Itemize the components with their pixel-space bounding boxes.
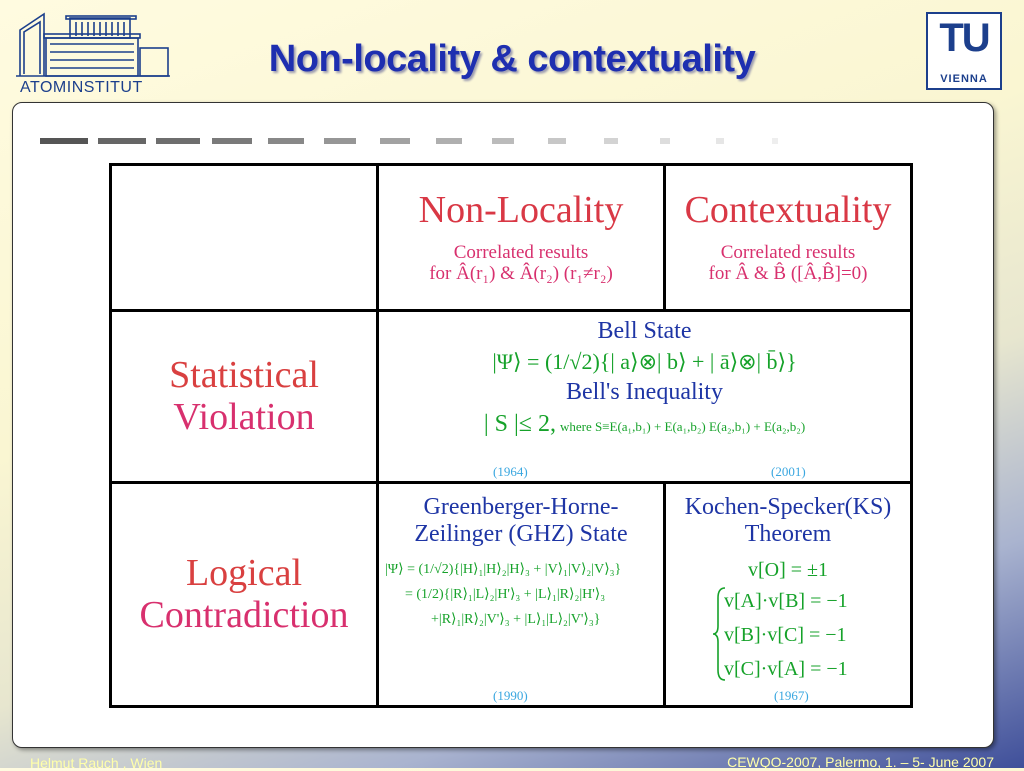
- dash: [772, 138, 778, 144]
- bell-state-title: Bell State: [597, 317, 692, 344]
- dash: [716, 138, 724, 144]
- dash: [324, 138, 356, 144]
- ghz-equation-3: +|R⟩₁|R⟩₂|V'⟩₃ + |L⟩₁|L⟩₂|V'⟩₃}: [431, 611, 601, 627]
- bell-year-right: (2001): [771, 463, 806, 479]
- dash: [156, 138, 200, 144]
- tu-vienna-logo: [926, 12, 1002, 90]
- empty-corner-cell: [111, 165, 378, 311]
- nonlocality-sub1: Correlated results: [453, 241, 589, 263]
- ghz-title-line2: Zeilinger (GHZ) State: [414, 521, 628, 548]
- bell-inequality-equation: | S |≤ 2,: [483, 410, 556, 437]
- footer-conference: CEWQO-2007, Palermo, 1. – 5- June 2007: [727, 754, 994, 770]
- bell-inequality-where: where S≡E(a₁,b₁) + E(a₁,b₂) E(a₂,b₁) + E(a₂,b₂): [559, 418, 806, 434]
- ghz-year: (1990): [493, 687, 528, 703]
- nonlocality-title: Non-Locality: [418, 188, 624, 231]
- dash: [436, 138, 462, 144]
- ks-equation-1: v[A]·v[B] = −1: [724, 589, 848, 612]
- nonlocality-sub2: for Â(r₁) & Â(r₂) (r₁≠r₂): [429, 263, 613, 285]
- logo-tu-text: TU: [939, 16, 989, 60]
- ghz-equation-2: = (1/2){|R⟩₁|L⟩₂|H'⟩₃ + |L⟩₁|R⟩₂|H'⟩₃: [405, 586, 606, 602]
- ks-title-line2: Theorem: [744, 521, 832, 548]
- dash: [492, 138, 514, 144]
- contextuality-sub2: for Â & B̂ ([Â,B̂]=0): [708, 263, 868, 285]
- dash: [548, 138, 566, 144]
- bell-year-left: (1964): [493, 463, 528, 479]
- ks-equation-3: v[C]·v[A] = −1: [724, 657, 848, 680]
- slide-title: Non-locality & contextuality: [268, 38, 756, 80]
- ks-system: [666, 584, 910, 686]
- bell-inequality-title: Bell's Inequality: [566, 379, 723, 406]
- contradiction-label: Contradiction: [139, 593, 349, 636]
- logical-label: Logical: [185, 551, 303, 594]
- ks-cell: [665, 483, 912, 707]
- statistical-violation-row: [111, 311, 912, 483]
- bell-inequality-line: [379, 411, 910, 438]
- dash: [268, 138, 304, 144]
- ks-equation-2: v[B]·v[C] = −1: [724, 623, 847, 646]
- contextuality-title: Contextuality: [684, 188, 892, 231]
- logical-contradiction-label-cell: [111, 483, 378, 707]
- ks-title-line1: Kochen-Specker(KS): [684, 493, 892, 520]
- ks-year: (1967): [774, 687, 809, 703]
- footer-author: Helmut Rauch , Wien: [30, 755, 163, 771]
- ghz-cell: [378, 483, 665, 707]
- ks-equation-0: v[O] = ±1: [747, 558, 829, 581]
- logical-contradiction-row: [111, 483, 912, 707]
- logo-left-text: ATOMINSTITUT: [20, 79, 143, 96]
- contextuality-header-cell: [665, 165, 912, 311]
- decorative-dash-row: [40, 138, 800, 144]
- dash: [40, 138, 88, 144]
- dash: [660, 138, 670, 144]
- dash: [98, 138, 146, 144]
- logo-vienna-text: VIENNA: [940, 73, 988, 85]
- comparison-table: [109, 163, 913, 708]
- ghz-title-line1: Greenberger-Horne-: [423, 493, 619, 520]
- dash: [380, 138, 410, 144]
- dash: [212, 138, 252, 144]
- ghz-equation-1: |Ψ⟩ = (1/√2){|H⟩₁|H⟩₂|H⟩₃ + |V⟩₁|V⟩₂|V⟩₃}: [385, 561, 622, 577]
- bell-state-equation: |Ψ⟩ = (1/√2){| a⟩⊗| b⟩ + | ā⟩⊗| b̄⟩}: [492, 349, 797, 375]
- left-brace-icon: [712, 586, 728, 682]
- violation-label: Violation: [173, 395, 315, 438]
- table-header-row: [111, 165, 912, 311]
- contextuality-sub1: Correlated results: [720, 241, 856, 263]
- nonlocality-header-cell: [378, 165, 665, 311]
- dash: [604, 138, 618, 144]
- bell-cell: [378, 311, 912, 483]
- statistical-violation-label-cell: [111, 311, 378, 483]
- statistical-label: Statistical: [169, 353, 319, 396]
